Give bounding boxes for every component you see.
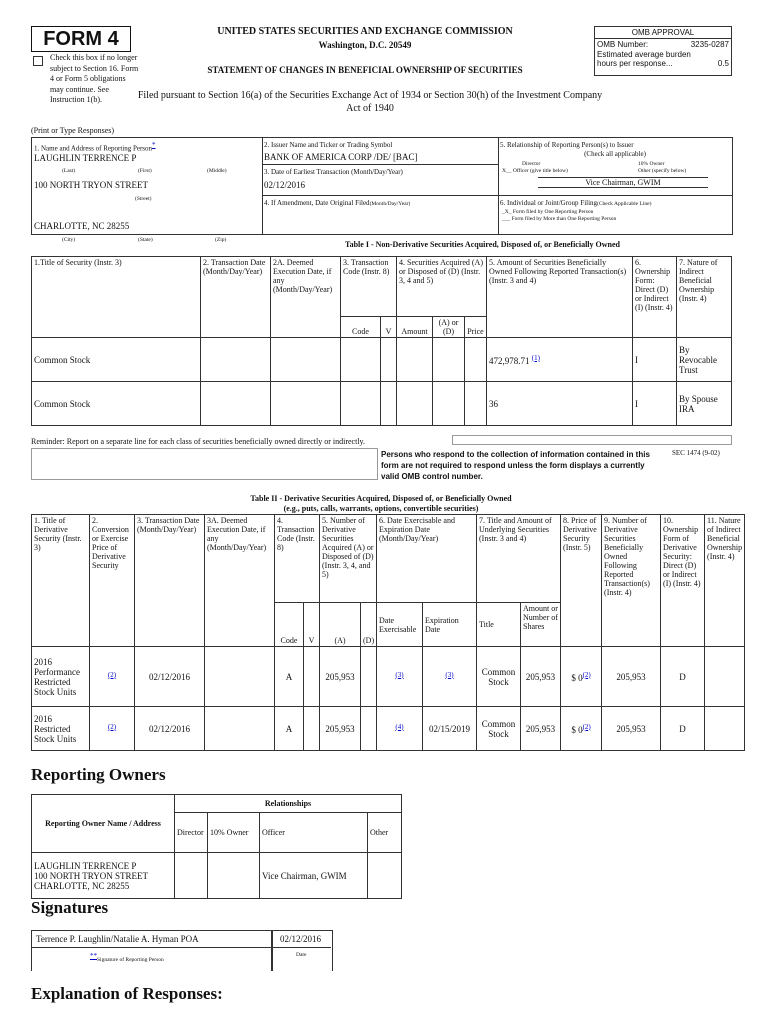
label-state: (State) [138, 237, 153, 243]
t1-r1-title: Common Stock [32, 382, 201, 426]
t2-h4: 4. Transaction Code (Instr. 8) [275, 515, 320, 603]
omb-burden-2: hours per response... [597, 59, 673, 68]
t2-r1-form: D [661, 707, 705, 751]
t2-r1-exp: 02/15/2019 [423, 707, 477, 751]
t2-r1-title: 2016 Restricted Stock Units [32, 707, 90, 751]
issuer-name: BANK OF AMERICA CORP /DE/ [BAC] [264, 152, 418, 162]
owners-h-other: Other [368, 813, 402, 853]
table-1 [31, 256, 732, 426]
t1-r1-amount: 36 [487, 382, 633, 426]
box5-label: 5. Relationship of Reporting Person(s) to Issuer [500, 141, 634, 149]
t2-h3a: 3A. Deemed Execution Date, if any (Month/Day/Year) [205, 515, 275, 647]
date-label: Date [296, 952, 307, 958]
t1-h4: 4. Securities Acquired (A) or Disposed of (D) (Instr. 3, 4 and 5) [397, 257, 487, 317]
t1-code: Code [341, 317, 381, 338]
t2-r1-conv[interactable]: (2) [107, 722, 117, 731]
table-row [32, 853, 402, 899]
top-info-boxes [31, 137, 733, 235]
agency-title: UNITED STATES SECURITIES AND EXCHANGE COMMISSION [217, 26, 513, 37]
table-row [32, 338, 732, 382]
table2-subtitle: (e.g., puts, calls, warrants, options, convertible securities) [283, 504, 479, 513]
t1-h3: 3. Transaction Code (Instr. 8) [341, 257, 397, 317]
t2-h5: 5. Number of Derivative Securities Acquired (A) or Disposed of (D) (Instr. 3, 4, and 5) [320, 515, 377, 603]
omb-approval-box [594, 26, 732, 76]
label-city: (City) [62, 237, 76, 243]
t2-h8: 8. Price of Derivative Security (Instr. 5) [561, 515, 602, 647]
owners-h-name: Reporting Owner Name / Address [32, 795, 175, 853]
table2-title: Table II - Derivative Securities Acquired, Disposed of, or Beneficially Owned [250, 494, 512, 503]
t2-a: (A) [320, 603, 361, 647]
signature-label: Signature of Reporting Person [97, 956, 164, 963]
t2-r0-title: 2016 Performance Restricted Stock Units [32, 647, 90, 707]
t2-r0-a: 205,953 [320, 647, 361, 707]
box2-label: 2. Issuer Name and Ticker or Trading Symbol [264, 141, 393, 149]
t2-r1-owned: 205,953 [602, 707, 661, 751]
t2-h7: 7. Title and Amount of Underlying Securities (Instr. 3 and 4) [477, 515, 561, 603]
t1-r0-amount: 472,978.71 [489, 355, 530, 366]
owner-street: 100 NORTH TRYON STREET [34, 870, 149, 881]
t2-r0-ut: Common Stock [477, 647, 521, 707]
t2-h3: 3. Transaction Date (Month/Day/Year) [135, 515, 205, 647]
omb-title: OMB APPROVAL [595, 27, 731, 39]
omb-number: 3235-0287 [690, 40, 729, 49]
box6-label: 6. Individual or Joint/Group Filing [500, 199, 598, 207]
table1-title: Table I - Non-Derivative Securities Acquired, Disposed of, or Beneficially Owned [345, 240, 620, 249]
t2-r0-form: D [661, 647, 705, 707]
statement-title: STATEMENT OF CHANGES IN BENEFICIAL OWNERSHIP OF SECURITIES [207, 65, 523, 75]
t2-r0-ex[interactable]: (3) [395, 670, 404, 679]
box1-label: 1. Name and Address of Reporting Person [34, 144, 153, 153]
t2-h9: 9. Number of Derivative Securities Beneficially Owned Following Reported Transaction(s) (Instr. 4) [602, 515, 661, 647]
box6-sub: (Check Applicable Line) [597, 201, 652, 207]
t2-r1-code: A [275, 707, 304, 751]
blank-box [31, 448, 378, 480]
owners-h-off: Officer [260, 813, 368, 853]
table-row [32, 382, 732, 426]
street-value: 100 NORTH TRYON STREET [34, 180, 149, 190]
t2-h11: 11. Nature of Indirect Beneficial Ownership (Instr. 4) [705, 515, 745, 647]
omb-number-label: OMB Number: [597, 40, 649, 49]
box4-label: 4. If Amendment, Date Original Filed [264, 199, 370, 207]
officer-option[interactable]: X__ Officer (give title below) [502, 168, 568, 174]
t1-r1-nature: By Spouse IRA [677, 382, 732, 426]
reporting-owners-table [31, 794, 402, 899]
t2-r1-date: 02/12/2016 [135, 707, 205, 751]
owner-city: CHARLOTTE, NC 28255 [34, 880, 130, 891]
label-street: (Street) [135, 196, 152, 202]
table-2 [31, 514, 745, 751]
t1-h2a: 2A. Deemed Execution Date, if any (Month/Day/Year) [271, 257, 341, 338]
t2-r0-code: A [275, 647, 304, 707]
signature-name: Terrence P. Laughlin/Natalie A. Hyman POA [36, 934, 199, 944]
reporting-person-name: LAUGHLIN TERRENCE P [34, 153, 137, 163]
label-middle: (Middle) [207, 168, 227, 174]
no-longer-subject-checkbox[interactable] [33, 56, 43, 66]
t2-h10: 10. Ownership Form of Derivative Security: Direct (D) or Indirect (I) (Instr. 4) [661, 515, 705, 647]
t2-v: V [304, 603, 320, 647]
owners-h-10: 10% Owner [208, 813, 260, 853]
t2-h2: 2. Conversion or Exercise Price of Derivative Security [90, 515, 135, 647]
box3-label: 3. Date of Earliest Transaction (Month/Day/Year) [264, 168, 403, 176]
filing-more-persons[interactable]: ___ Form filed by More than One Reporting Person [502, 216, 617, 222]
t1-aord: (A) or (D) [433, 317, 465, 338]
reminder: Reminder: Report on a separate line for each class of securities beneficially owned directly or indirectly. [31, 437, 366, 446]
owner-officer: Vice Chairman, GWIM [260, 853, 368, 899]
label-last: (Last) [62, 168, 76, 174]
t2-h6: 6. Date Exercisable and Expiration Date (Month/Day/Year) [377, 515, 477, 603]
t2-title-col: Title [477, 603, 521, 647]
reminder-box [452, 435, 732, 445]
t2-exp: Expiration Date [423, 603, 477, 647]
t2-r0-date: 02/12/2016 [135, 647, 205, 707]
t2-r1-a: 205,953 [320, 707, 361, 751]
t2-code: Code [275, 603, 304, 647]
other-option[interactable]: Other (specify below) [638, 168, 687, 174]
t2-date-ex: Date Exercisable [377, 603, 423, 647]
t1-v: V [381, 317, 397, 338]
signature-date: 02/12/2016 [280, 934, 322, 944]
label-first: (First) [138, 168, 152, 174]
filed-pursuant: Filed pursuant to Section 16(a) of the Securities Exchange Act of 1934 or Section 30(h) of the Investment Company Act of 1940 [137, 90, 603, 114]
officer-title: Vice Chairman, GWIM [538, 177, 708, 188]
t1-h1: 1.Title of Security (Instr. 3) [32, 257, 201, 338]
table-row [32, 707, 745, 751]
city-value: CHARLOTTE, NC 28255 [34, 221, 130, 231]
print-type: (Print or Type Responses) [31, 126, 115, 135]
ten-pct-option[interactable]: 10% Owner [638, 161, 665, 167]
t1-h2: 2. Transaction Date (Month/Day/Year) [201, 257, 271, 338]
sec-code: SEC 1474 (9-02) [672, 449, 720, 457]
t1-h7: 7. Nature of Indirect Beneficial Ownership (Instr. 4) [677, 257, 732, 338]
t1-r1-form: I [633, 382, 677, 426]
t2-d: (D) [361, 603, 377, 647]
t1-r0-title: Common Stock [32, 338, 201, 382]
t2-r0-owned: 205,953 [602, 647, 661, 707]
check-box-text: Check this box if no longer subject to Section 16. Form 4 or Form 5 obligations may continue. See Instruction 1(b). [50, 53, 139, 104]
t2-h1: 1. Title of Derivative Security (Instr. 3) [32, 515, 90, 647]
signature-footnote[interactable]: ** [90, 952, 97, 960]
t1-r0-footnote[interactable]: (1) [531, 353, 540, 362]
t1-price: Price [465, 317, 487, 338]
table-row [32, 647, 745, 707]
t2-r1-price: $ 0 [571, 724, 583, 735]
reporting-owners-title: Reporting Owners [31, 765, 166, 784]
t2-r1-un: 205,953 [521, 707, 561, 751]
persons-note: Persons who respond to the collection of information contained in this form are not required to respond unless the form displays a currently valid OMB control number. [381, 450, 650, 481]
omb-burden-val: 0.5 [717, 59, 729, 68]
form-label: FORM 4 [31, 26, 131, 52]
t2-r1-ut: Common Stock [477, 707, 521, 751]
t1-r0-form: I [633, 338, 677, 382]
t1-h6: 6. Ownership Form: Direct (D) or Indirect (I) (Instr. 4) [633, 257, 677, 338]
box5-sub: (Check all applicable) [584, 150, 646, 158]
t1-h5: 5. Amount of Securities Beneficially Owned Following Reported Transaction(s) (Instr. 3 and 4) [487, 257, 633, 338]
t2-r0-conv[interactable]: (2) [107, 670, 117, 679]
t2-r0-price: $ 0 [571, 672, 583, 683]
earliest-transaction-date: 02/12/2016 [264, 180, 306, 190]
t1-amount: Amount [397, 317, 433, 338]
director-option[interactable]: Director [522, 161, 541, 167]
t2-r1-ex[interactable]: (4) [395, 722, 404, 731]
t2-r0-un: 205,953 [521, 647, 561, 707]
omb-burden-1: Estimated average burden [597, 50, 691, 59]
filing-one-person[interactable]: _X_ Form filed by One Reporting Person [502, 209, 594, 215]
owners-h-dir: Director [175, 813, 208, 853]
t2-r1-pfn[interactable]: (2) [582, 722, 591, 731]
t2-r0-exp[interactable]: (3) [445, 670, 454, 679]
explanation-title: Explanation of Responses: [31, 984, 223, 1003]
signatures-title: Signatures [31, 898, 109, 917]
label-zip: (Zip) [215, 237, 227, 243]
owner-name: LAUGHLIN TERRENCE P [34, 860, 137, 871]
t2-amt-col: Amount or Number of Shares [521, 603, 561, 647]
t1-r0-nature: By Revocable Trust [677, 338, 732, 382]
t2-r0-pfn[interactable]: (2) [582, 670, 591, 679]
box4-sub: (Month/Day/Year) [369, 201, 411, 207]
box1-footnote-star[interactable]: * [152, 141, 156, 149]
agency-city: Washington, D.C. 20549 [318, 40, 412, 50]
owners-h-rel: Relationships [175, 795, 402, 813]
